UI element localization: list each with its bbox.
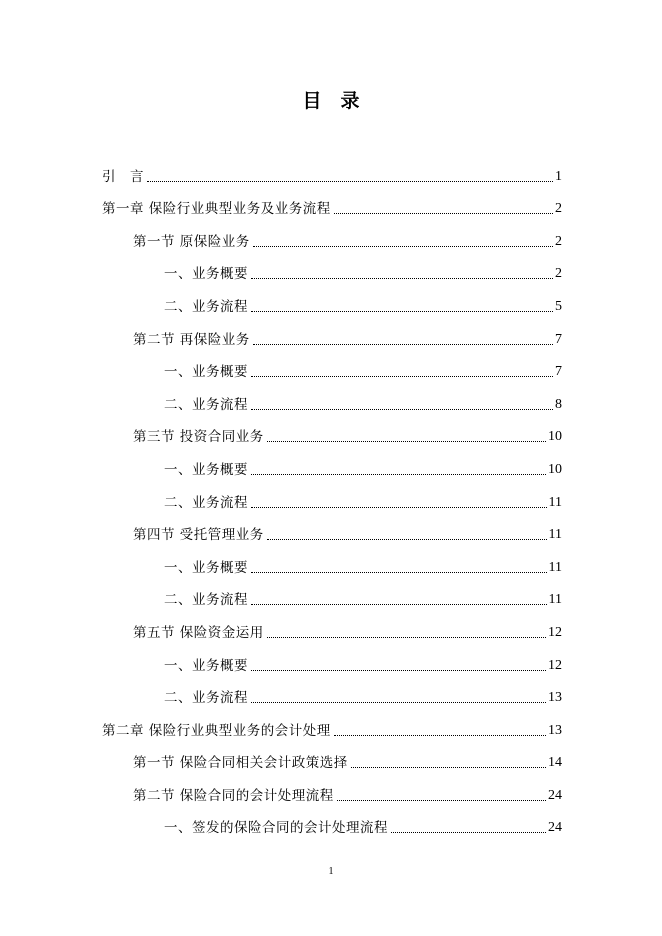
toc-entry-page: 11 bbox=[548, 527, 562, 543]
toc-entry-label: 二、业务流程 bbox=[164, 298, 248, 315]
toc-entry-label: 第五节 保险资金运用 bbox=[133, 624, 264, 641]
toc-entry-page: 14 bbox=[548, 755, 562, 771]
toc-entry-page: 13 bbox=[548, 722, 562, 738]
toc-entry-label: 第一节 保险合同相关会计政策选择 bbox=[133, 755, 348, 772]
toc-entry-page: 7 bbox=[555, 331, 562, 347]
dot-leader bbox=[251, 474, 546, 475]
toc-entry-label: 一、业务概要 bbox=[164, 266, 248, 283]
toc-entry[interactable] bbox=[102, 771, 562, 804]
dot-leader bbox=[334, 213, 553, 214]
page-number: 1 bbox=[328, 866, 334, 877]
toc-entry[interactable] bbox=[102, 641, 562, 674]
toc-entry-page: 11 bbox=[548, 592, 562, 608]
toc-entry[interactable] bbox=[102, 478, 562, 511]
toc-entry[interactable] bbox=[102, 413, 562, 446]
toc-entry-label: 一、业务概要 bbox=[164, 364, 248, 381]
dot-leader bbox=[251, 376, 553, 377]
toc-entry[interactable] bbox=[102, 543, 562, 576]
toc-entry[interactable] bbox=[102, 804, 562, 837]
toc-entry-label: 第二章 保险行业典型业务的会计处理 bbox=[102, 722, 331, 739]
dot-leader bbox=[251, 409, 553, 410]
toc-entry[interactable] bbox=[102, 739, 562, 772]
toc-entry-label: 第三节 投资合同业务 bbox=[133, 429, 264, 446]
toc-entry-page: 11 bbox=[548, 559, 562, 575]
dot-leader bbox=[251, 670, 546, 671]
toc-entry-label: 一、业务概要 bbox=[164, 559, 248, 576]
toc-entry-page: 24 bbox=[548, 820, 562, 836]
toc-title: 目 录 bbox=[302, 90, 360, 112]
dot-leader bbox=[351, 767, 546, 768]
dot-leader bbox=[267, 539, 547, 540]
toc-entry-page: 8 bbox=[555, 396, 562, 412]
toc-entry[interactable] bbox=[102, 706, 562, 739]
toc-entry[interactable] bbox=[102, 511, 562, 544]
toc-entry[interactable] bbox=[102, 608, 562, 641]
toc-entry-page: 2 bbox=[555, 233, 562, 249]
toc-entry-page: 12 bbox=[548, 657, 562, 673]
dot-leader bbox=[391, 832, 546, 833]
toc-entry-page: 10 bbox=[548, 429, 562, 445]
dot-leader bbox=[251, 507, 547, 508]
dot-leader bbox=[251, 572, 547, 573]
toc-entry[interactable] bbox=[102, 445, 562, 478]
toc-entry[interactable] bbox=[102, 348, 562, 381]
toc-entry[interactable] bbox=[102, 576, 562, 609]
toc-entry-label: 二、业务流程 bbox=[164, 396, 248, 413]
toc-entry[interactable] bbox=[102, 217, 562, 250]
dot-leader bbox=[251, 278, 553, 279]
toc-entry[interactable] bbox=[102, 152, 562, 185]
toc-entry-page: 5 bbox=[555, 298, 562, 314]
toc-entry-label: 一、签发的保险合同的会计处理流程 bbox=[164, 820, 388, 837]
dot-leader bbox=[253, 344, 553, 345]
toc-entry-label: 第一节 原保险业务 bbox=[133, 233, 250, 250]
toc-entry[interactable] bbox=[102, 250, 562, 283]
toc-entry[interactable] bbox=[102, 380, 562, 413]
dot-leader bbox=[251, 604, 547, 605]
dot-leader bbox=[267, 441, 546, 442]
toc-entry[interactable] bbox=[102, 315, 562, 348]
toc-entry-label: 第二节 保险合同的会计处理流程 bbox=[133, 787, 334, 804]
toc-entry-page: 13 bbox=[548, 690, 562, 706]
dot-leader bbox=[267, 637, 546, 638]
toc-entry-label: 第一章 保险行业典型业务及业务流程 bbox=[102, 201, 331, 218]
toc-entry-label: 第二节 再保险业务 bbox=[133, 331, 250, 348]
toc-entry-page: 7 bbox=[555, 364, 562, 380]
toc-entry-label: 一、业务概要 bbox=[164, 657, 248, 674]
dot-leader bbox=[337, 800, 546, 801]
dot-leader bbox=[251, 311, 553, 312]
toc-entry-page: 2 bbox=[555, 266, 562, 282]
toc-entry-page: 10 bbox=[548, 461, 562, 477]
dot-leader bbox=[253, 246, 553, 247]
toc-entry-page: 11 bbox=[548, 494, 562, 510]
toc-entry-page: 1 bbox=[555, 168, 562, 184]
toc-entry[interactable] bbox=[102, 674, 562, 707]
toc-entry-label: 二、业务流程 bbox=[164, 592, 248, 609]
toc-entry-page: 12 bbox=[548, 624, 562, 640]
toc-entry-label: 第四节 受托管理业务 bbox=[133, 527, 264, 544]
dot-leader bbox=[334, 735, 546, 736]
toc-entry-page: 2 bbox=[555, 201, 562, 217]
toc-entry[interactable] bbox=[102, 185, 562, 218]
toc-entry-page: 24 bbox=[548, 787, 562, 803]
toc-entry-label: 二、业务流程 bbox=[164, 690, 248, 707]
dot-leader bbox=[147, 181, 553, 182]
table-of-contents bbox=[102, 152, 562, 836]
toc-entry-label: 一、业务概要 bbox=[164, 461, 248, 478]
dot-leader bbox=[251, 702, 546, 703]
toc-entry-label: 引 言 bbox=[102, 168, 144, 185]
toc-entry-label: 二、业务流程 bbox=[164, 494, 248, 511]
toc-entry[interactable] bbox=[102, 282, 562, 315]
